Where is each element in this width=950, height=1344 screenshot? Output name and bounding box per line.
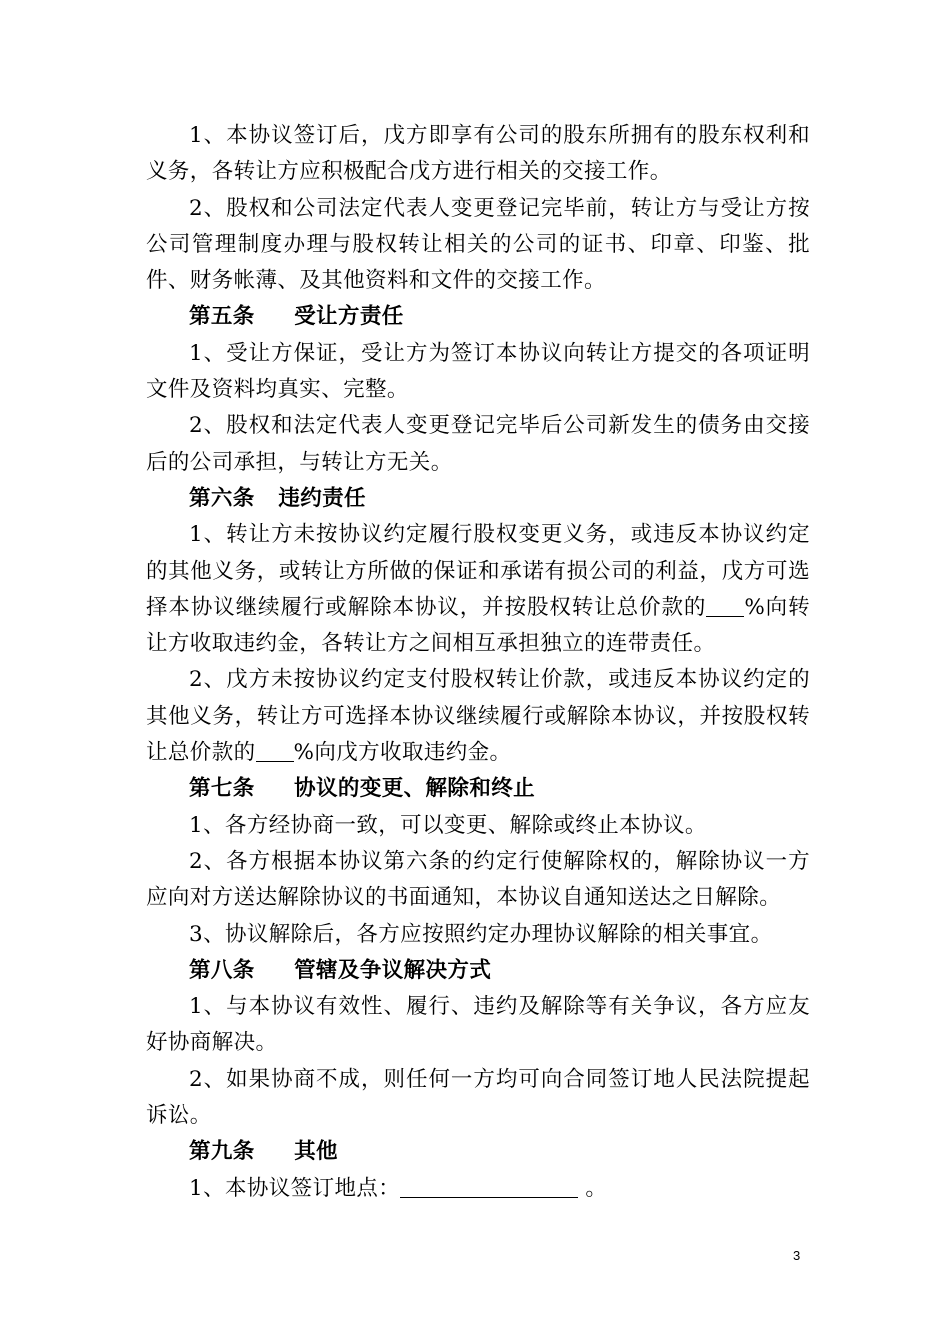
clause-text: 向戊方收取违约金。 xyxy=(314,740,512,766)
clause-paragraph xyxy=(146,1171,810,1207)
clause-paragraph: 2、股权和公司法定代表人变更登记完毕前，转让方与受让方按公司管理制度办理与股权转让相关的公司的证书、印章、印鉴、批件、财务帐薄、及其他资料和文件的交接工作。 xyxy=(146,195,810,294)
clause-text: 2、戊方未按协议约定支付股权转让价款，或违反本协议约定的其他义务，转让方可选择本协议继续履行或解除本协议，并按股权转让总价款的 xyxy=(146,667,810,766)
clause-paragraph: 2、如果协商不成，则任何一方均可向合同签订地人民法院提起诉讼。 xyxy=(146,1066,810,1129)
clause-text: 向转让方收取违约金，各转让方之间相互承担独立的连带责任。 xyxy=(146,594,810,657)
clause-text: 1、本协议签订地点： xyxy=(189,1175,401,1201)
clause-paragraph: 1、受让方保证，受让方为签订本协议向转让方提交的各项证明文件及资料均真实、完整。 xyxy=(146,340,810,403)
article-5-heading: 第五条 受让方责任 xyxy=(189,304,404,330)
clause-paragraph: 3、协议解除后，各方应按照约定办理协议解除的相关事宜。 xyxy=(189,921,773,947)
clause-paragraph: 1、各方经协商一致，可以变更、解除或终止本协议。 xyxy=(189,812,707,838)
document-body xyxy=(146,118,810,1207)
percent-blank-line xyxy=(706,594,744,617)
clause-text: 。 xyxy=(578,1175,608,1201)
page-number: 3 xyxy=(793,1248,801,1263)
percent-blank-line xyxy=(256,739,294,762)
article-7-heading: 第七条 协议的变更、解除和终止 xyxy=(189,776,536,802)
article-6-heading: 第六条 违约责任 xyxy=(189,485,366,511)
clause-paragraph: 2、股权和法定代表人变更登记完毕后公司新发生的债务由交接后的公司承担，与转让方无关。 xyxy=(146,413,810,475)
clause-paragraph xyxy=(146,662,810,771)
clause-text: 1、转让方未按协议约定履行股权变更义务，或违反本协议约定的其他义务，或转让方所做的保证和承诺有损公司的利益，戊方可选择本协议继续履行或解除本协议，并按股权转让总价款的 xyxy=(146,522,810,620)
article-9-heading: 第九条 其他 xyxy=(189,1139,338,1165)
clause-paragraph: 1、本协议签订后，戊方即享有公司的股东所拥有的股东权利和义务，各转让方应积极配合戊方进行相关的交接工作。 xyxy=(146,123,810,185)
percent-sign: % xyxy=(744,594,766,620)
clause-paragraph: 1、与本协议有效性、履行、违约及解除等有关争议，各方应友好协商解决。 xyxy=(146,994,810,1056)
percent-sign: % xyxy=(293,740,315,766)
article-8-heading: 第八条 管辖及争议解决方式 xyxy=(189,957,492,983)
clause-paragraph: 2、各方根据本协议第六条的约定行使解除权的，解除协议一方应向对方送达解除协议的书面通知，本协议自通知送达之日解除。 xyxy=(146,848,810,911)
clause-paragraph xyxy=(146,517,810,662)
signing-location-blank-line xyxy=(400,1175,578,1198)
